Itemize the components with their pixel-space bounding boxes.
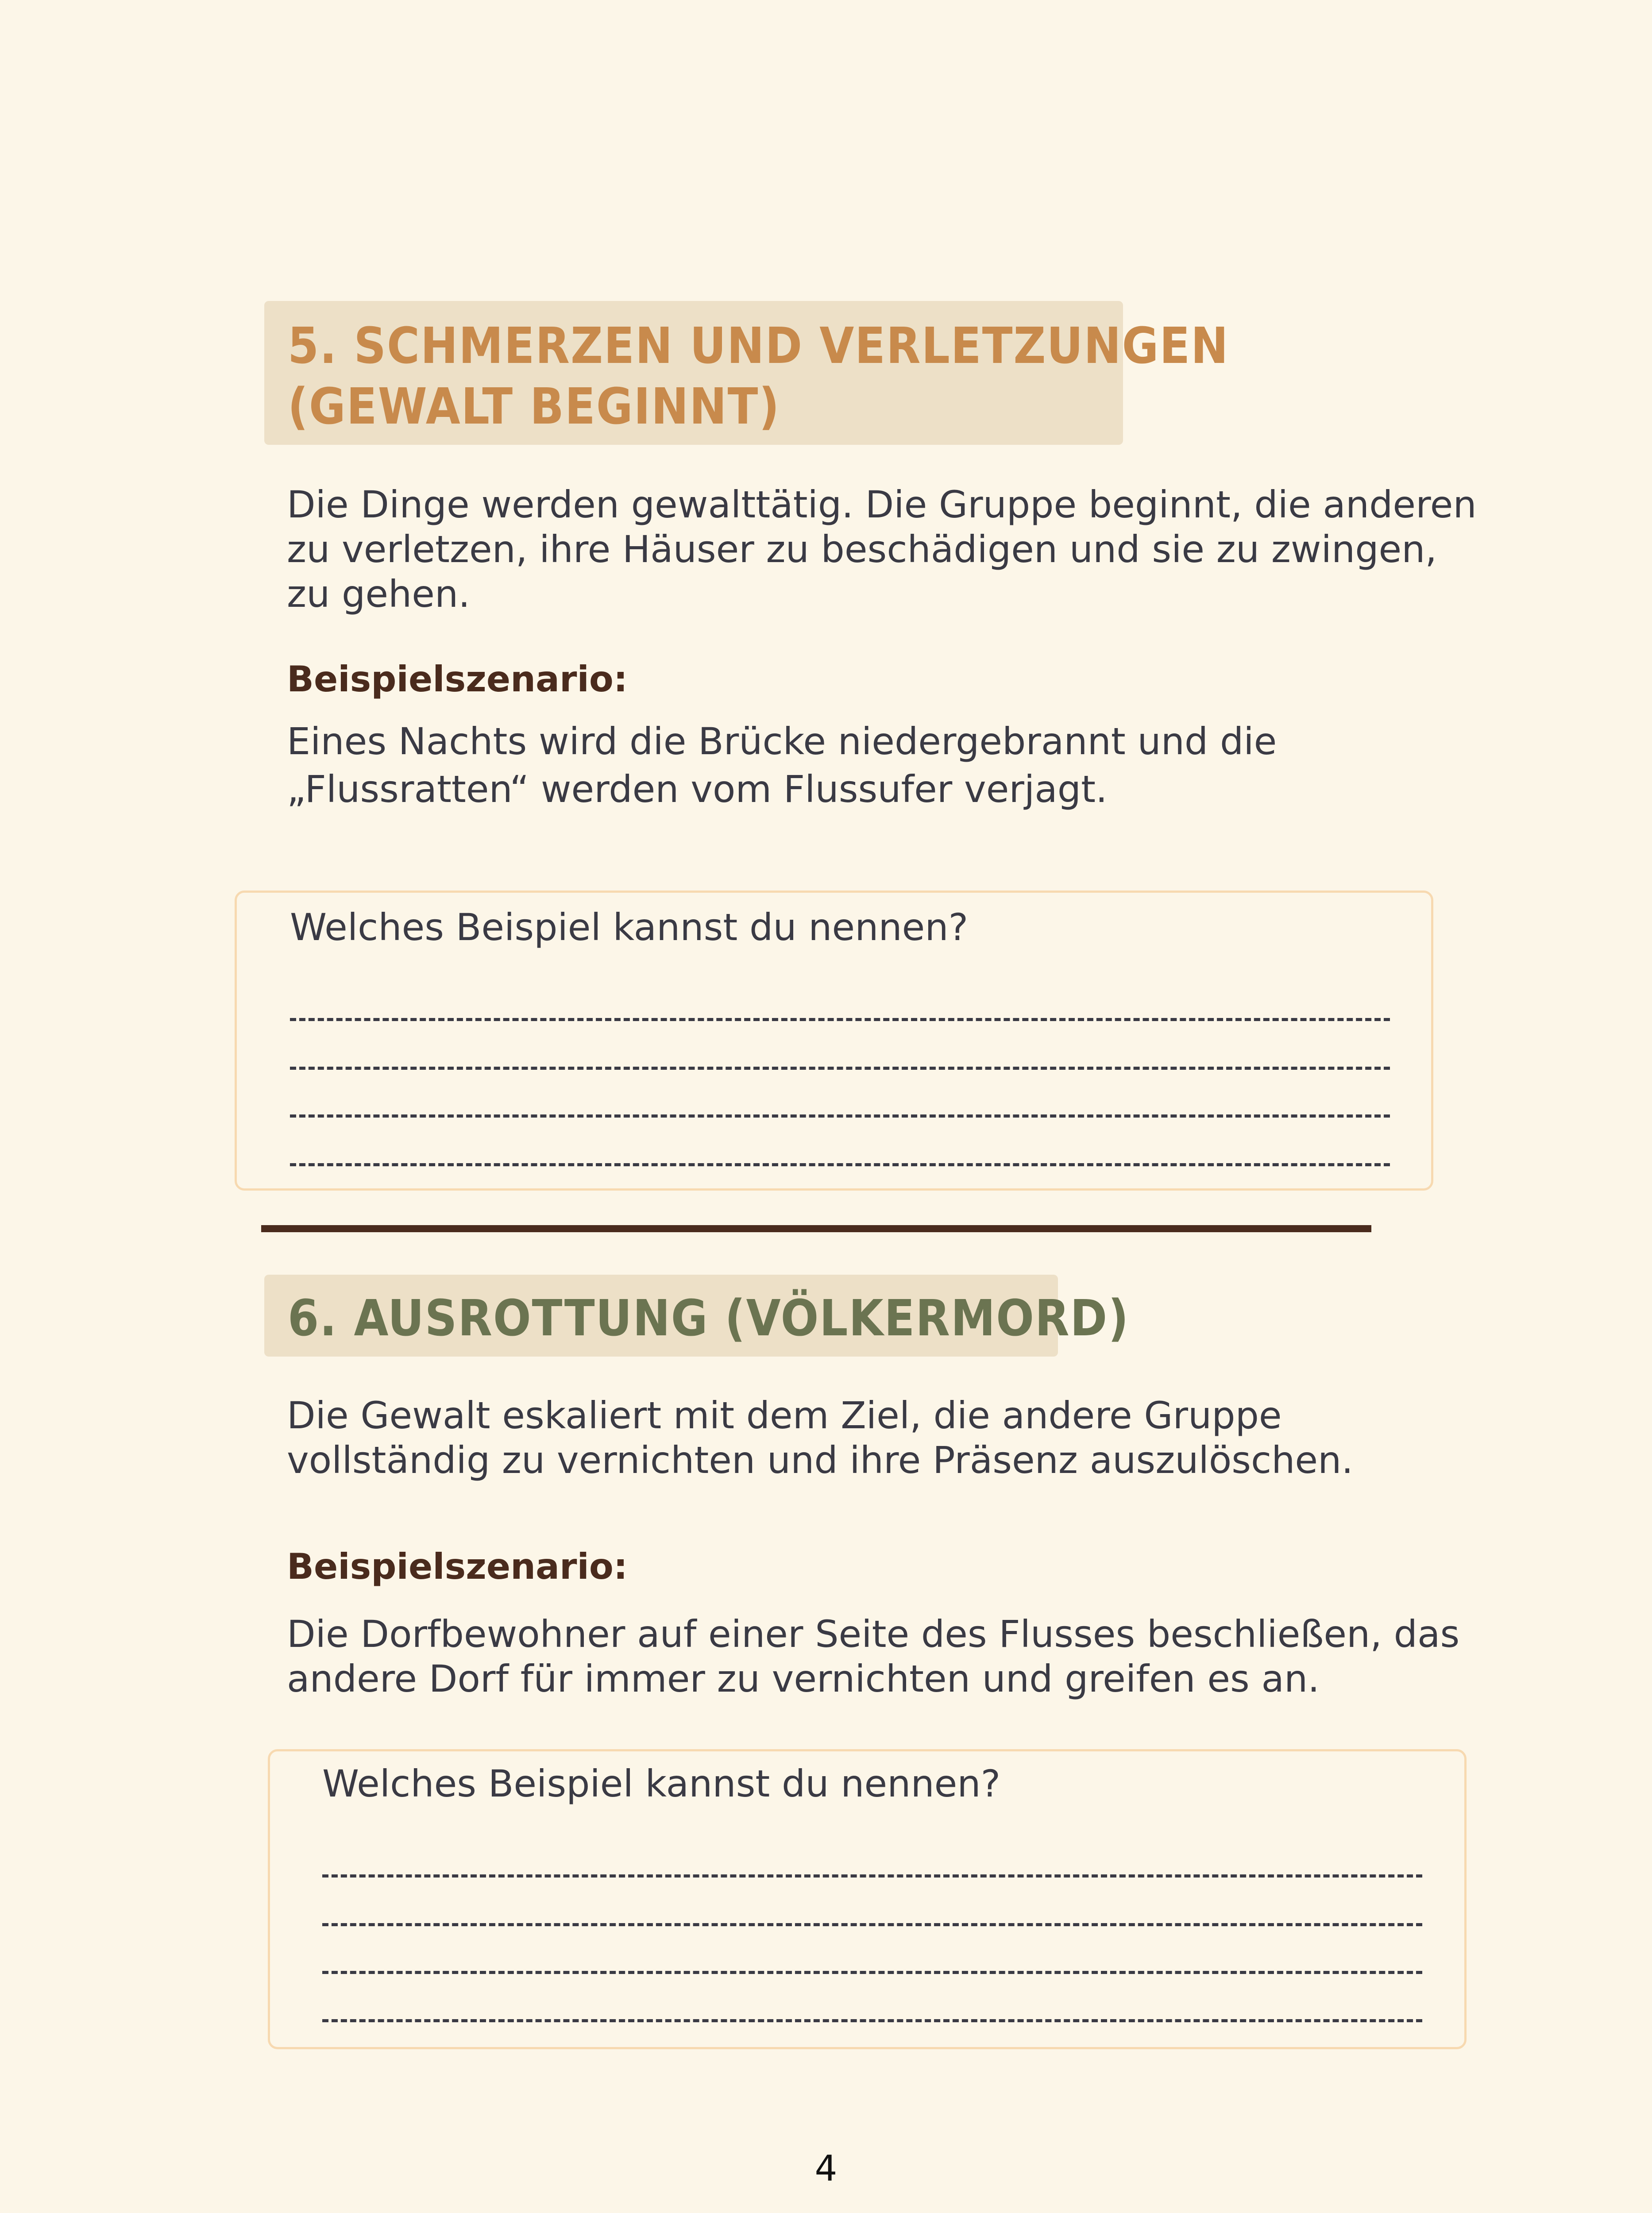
section6-example-label: Beispielszenario: [287, 1546, 628, 1587]
section6-description-line: vollständig zu vernichten und ihre Präsenz auszulöschen. [287, 1438, 1354, 1482]
section6-answer-line[interactable] [322, 1971, 1422, 1974]
section-divider [261, 1225, 1371, 1232]
section6-answer-line[interactable] [322, 2019, 1422, 2022]
section5-example-label: Beispielszenario: [287, 659, 628, 700]
section5-answer-line[interactable] [290, 1018, 1390, 1021]
section5-answer-prompt: Welches Beispiel kannst du nennen? [290, 906, 969, 949]
section5-description-line: zu gehen. [287, 572, 470, 616]
section6-heading: 6. AUSROTTUNG (VÖLKERMORD) [288, 1290, 1130, 1347]
section6-description-line: Die Gewalt eskaliert mit dem Ziel, die andere Gruppe [287, 1394, 1282, 1437]
page-number: 4 [814, 2148, 838, 2189]
section6-example-line: Die Dorfbewohner auf einer Seite des Flusses beschließen, das [287, 1612, 1460, 1656]
section6-answer-prompt: Welches Beispiel kannst du nennen? [322, 1762, 1001, 1805]
section5-heading-line2: (GEWALT BEGINNT) [288, 378, 780, 436]
section5-answer-line[interactable] [290, 1067, 1390, 1070]
section5-example-line: „Flussratten“ werden vom Flussufer verjagt. [287, 767, 1108, 811]
section6-answer-line[interactable] [322, 1874, 1422, 1878]
section6-example-line: andere Dorf für immer zu vernichten und greifen es an. [287, 1657, 1320, 1700]
section5-heading-line1: 5. SCHMERZEN UND VERLETZUNGEN [288, 317, 1229, 375]
section5-answer-line[interactable] [290, 1114, 1390, 1118]
section6-answer-line[interactable] [322, 1923, 1422, 1926]
section5-answer-line[interactable] [290, 1163, 1390, 1166]
section5-description-line: zu verletzen, ihre Häuser zu beschädigen und sie zu zwingen, [287, 528, 1437, 571]
section5-example-line: Eines Nachts wird die Brücke niedergebrannt und die [287, 720, 1277, 763]
section5-description-line: Die Dinge werden gewalttätig. Die Gruppe beginnt, die anderen [287, 483, 1477, 526]
